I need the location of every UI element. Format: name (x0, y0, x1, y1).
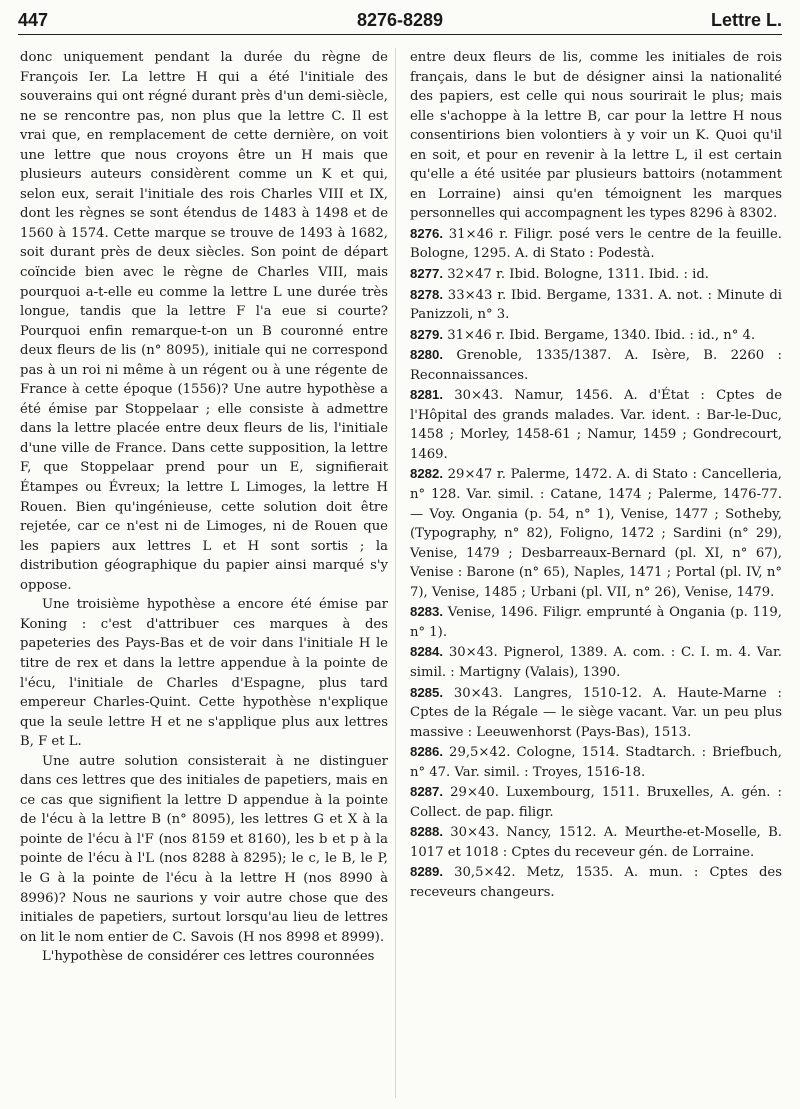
entry-text: 33×43 r. Ibid. Bergame, 1331. A. not. : Minute di Panizzoli, n° 3. (410, 287, 782, 323)
catalog-entry (410, 464, 782, 602)
catalog-entry (410, 862, 782, 902)
catalog-entry (410, 385, 782, 464)
left-column (20, 48, 388, 967)
entry-text: Venise, 1496. Filigr. emprunté à Ongania (p. 119, n° 1). (410, 605, 782, 640)
letter-section: Lettre L. (710, 10, 782, 30)
catalog-entry (410, 683, 782, 743)
entry-text: 31×46 r. Filigr. posé vers le centre de la feuille. Bologne, 1295. A. di Stato : Podestà. (410, 226, 782, 262)
entry-number: 8280. (410, 347, 444, 363)
page-header (18, 8, 782, 34)
catalog-entry (410, 325, 782, 346)
entry-number: 8289. (410, 864, 444, 880)
catalog-entry (410, 742, 782, 782)
entry-number: 8284. (410, 644, 444, 660)
catalog-entry (410, 782, 782, 822)
entry-number: 8278. (410, 286, 444, 302)
entry-text: 32×47 r. Ibid. Bologne, 1311. Ibid. : id. (443, 267, 709, 283)
entry-text: 31×46 r. Ibid. Bergame, 1340. Ibid. : id., n° 4. (443, 327, 756, 343)
entry-number: 8285. (410, 684, 444, 700)
paragraph: L'hypothèse de considérer ces lettres couronnées (42, 949, 375, 965)
paragraph: Une autre solution consisterait à ne distinguer dans ces lettres que des initiales de papetiers, mais en ce cas que signifient la lettre D appendue à la pointe de l'écu à la lettre B (n° 8095), les lettres G et X à la pointe de l'écu à l'F (nos 8159 et 8160), les b et p à la pointe de l'écu à l'L (nos 8288 à 8295); le c, le B, le P, le G à la pointe de l'écu à la lettre H (nos 8990 à 8996)? Nous ne saurions y voir autre chose que des initiales de papetiers, surtout lorsqu'au lieu de lettres on lit le nom entier de C. Savois (H nos 8998 et 8999). (20, 753, 388, 945)
entry-text: 29,5×42. Cologne, 1514. Stadtarch. : Briefbuch, n° 47. Var. simil. : Troyes, 1516-18. (410, 745, 782, 780)
right-column (410, 48, 782, 903)
header-rule (18, 34, 782, 35)
entry-text: 30×43. Pignerol, 1389. A. com. : C. I. m. 4. Var. simil. : Martigny (Valais), 1390. (410, 645, 782, 680)
page-number: 447 (18, 10, 49, 30)
entry-text: 30,5×42. Metz, 1535. A. mun. : Cptes des receveurs changeurs. (410, 865, 782, 900)
catalog-entry (410, 285, 782, 325)
entry-number: 8281. (410, 387, 444, 403)
entry-number: 8277. (410, 266, 444, 282)
entry-text: 30×43. Namur, 1456. A. d'État : Cptes de l'Hôpital des grands malades. Var. ident. : Bar-le-Duc, 1458 ; Morley, 1458-61 ; Namur, 1459 ; Gondrecourt, 1469. (410, 388, 782, 462)
paragraph: entre deux fleurs de lis, comme les initiales de rois français, dans le but de désigner ainsi la nationalité des papiers, est celle qui nous sourirait le plus; mais elle s'achoppe à la lettre B, car pour la lettre H nous consentirions bien volontiers à y voir un K. Quoi qu'il en soit, et pour en revenir à la lettre L, il est certain qu'elle a été usitée par plusieurs battoirs (notamment en Lorraine) ainsi qu'en témoignent les marques personnelles qui accompagnent les types 8296 à 8302. (410, 50, 782, 222)
entry-number: 8287. (410, 784, 444, 800)
column-divider (395, 48, 396, 1098)
entry-text: 29×40. Luxembourg, 1511. Bruxelles, A. gén. : Collect. de pap. filigr. (410, 785, 782, 820)
catalog-entry (410, 264, 782, 285)
entry-number: 8279. (410, 326, 444, 342)
entry-number: 8288. (410, 824, 444, 840)
paragraph: Une troisième hypothèse a encore été émise par Koning : c'est d'attribuer ces marques à des papeteries des Pays-Bas et de voir dans l'initiale H le titre de rex et dans la lettre appendue à la pointe de l'écu, l'initiale de Charles d'Espagne, plus tard empereur Charles-Quint. Cette hypothèse n'explique que la seule lettre H et ne s'applique plus aux lettres B, F et L. (20, 597, 388, 750)
catalog-entry (410, 822, 782, 862)
entry-text: 30×43. Nancy, 1512. A. Meurthe-et-Moselle, B. 1017 et 1018 : Cptes du receveur gén. de Lorraine. (410, 825, 782, 860)
paragraph: donc uniquement pendant la durée du règne de François Ier. La lettre H qui a été l'initiale des souverains qui ont régné durant près d'un demi-siècle, ne se rencontre pas, non plus que la lettre C. Il est vrai que, en remplacement de cette dernière, on voit une lettre que nous croyons être un H mais que plusieurs auteurs considèrent comme un K et qui, selon eux, serait l'initiale des rois Charles VIII et IX, dont les règnes se sont étendus de 1483 à 1498 et de 1560 à 1574. Cette marque se trouve de 1493 à 1682, soit durant près de deux siècles. Son point de départ coïncide bien avec le règne de Charles VIII, mais pourquoi a-t-elle eu comme la lettre L une durée très longue, tandis que la lettre F l'a eue si courte? Pourquoi enfin remarque-t-on un B couronné entre deux fleurs de lis (n° 8095), initiale qui ne correspond pas à un roi ni même à un régent ou à une régente de France à cette époque (1556)? Une autre hypothèse a été émise par Stoppelaar ; elle consiste à admettre dans la lettre placée entre deux fleurs de lis, l'initiale d'une ville de France. Dans cette supposition, la lettre F, que Stoppelaar prend pour un E, signifierait Étampes ou Évreux; la lettre L Limoges, la lettre H Rouen. Bien qu'ingénieuse, cette solution doit être rejetée, car ce n'est ni de Limoges, ni de Rouen que les papiers aux lettres L et H sont sortis ; la distribution géographique du papier ainsi marqué s'y oppose. (20, 50, 388, 593)
catalog-entry (410, 224, 782, 264)
entry-text: Grenoble, 1335/1387. A. Isère, B. 2260 : Reconnaissances. (410, 348, 782, 383)
entry-text: 30×43. Langres, 1510-12. A. Haute-Marne : Cptes de la Régale — le siège vacant. Var. un peu plus massive : Leeuwenhorst (Pays-Bas), 1513. (410, 685, 782, 740)
entry-number: 8283. (410, 604, 444, 620)
catalog-entry (410, 642, 782, 682)
entry-number: 8282. (410, 466, 444, 482)
entry-text: 29×47 r. Palerme, 1472. A. di Stato : Cancelleria, n° 128. Var. simil. : Catane, 1474 ; Palerme, 1476-77. — Voy. Ongania (p. 54, n° 1), Venise, 1477 ; Sotheby, (Typography, n° 82), Foligno, 1472 ; Sardini (n° 29), Venise, 1479 ; Desbarreaux-Bernard (pl. XI, n° 67), Venise : Barone (n° 65), Naples, 1471 ; Portal (pl. IV, n° 7), Venise, 1485 ; Urbani (pl. VII, n° 26), Venise, 1479. (410, 467, 782, 600)
catalog-entry (410, 602, 782, 642)
entry-number: 8276. (410, 225, 444, 241)
entry-range: 8276-8289 (356, 10, 444, 30)
catalog-entry (410, 345, 782, 385)
entry-number: 8286. (410, 744, 444, 760)
